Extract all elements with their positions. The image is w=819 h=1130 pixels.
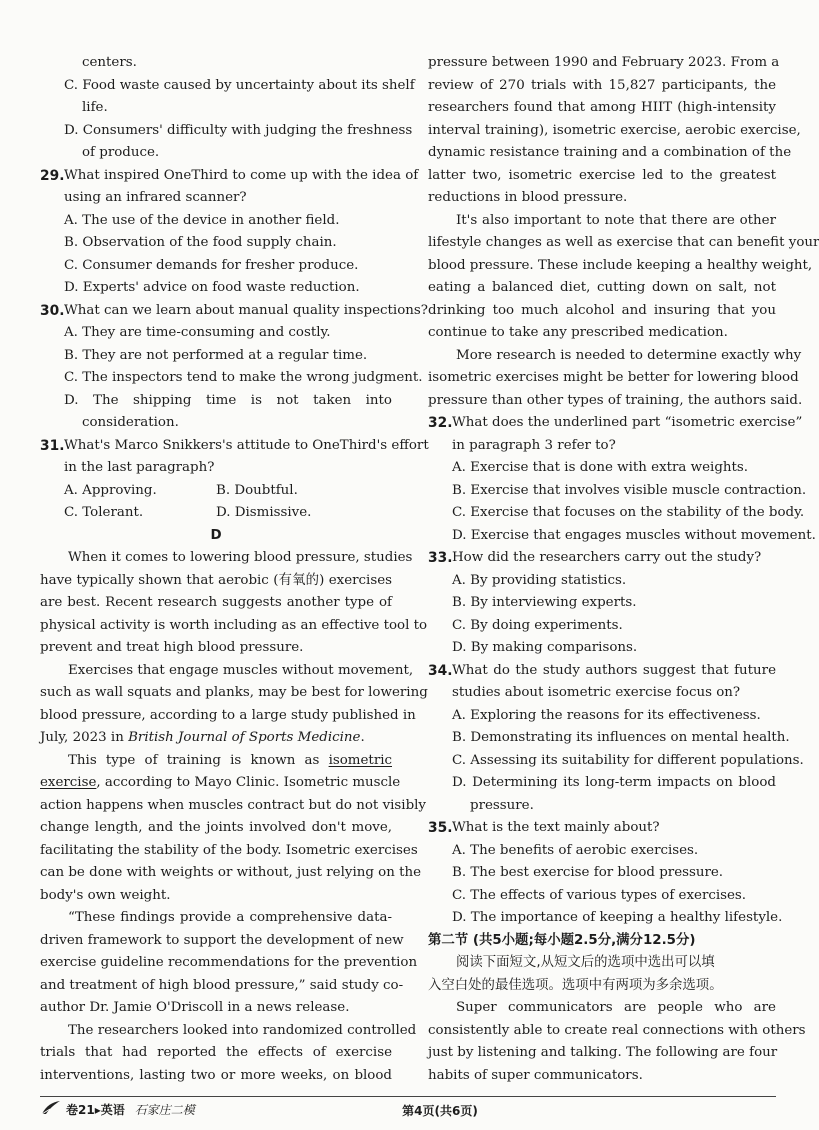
option-b: B. Demonstrating its influences on mental health. — [452, 730, 790, 745]
option-d: D. The importance of keeping a healthy lifestyle. — [452, 910, 783, 925]
text: July, 2023 in — [40, 730, 129, 745]
question-text: using an infrared scanner? — [64, 190, 247, 205]
question-31 — [40, 435, 429, 458]
question-30 — [40, 300, 428, 323]
question-text: in the last paragraph? — [64, 460, 215, 475]
paragraph-line: When it comes to lowering blood pressure, studies — [68, 550, 413, 565]
instructions: 阅读下面短文,从短文后的选项中选出可以填 — [456, 955, 715, 970]
option-d: D. Determining its long-term impacts on blood — [452, 775, 776, 790]
paragraph-line: Super communicators are people who are — [456, 1000, 776, 1015]
paragraph-line: author Dr. Jamie O'Driscoll in a news release. — [40, 1000, 350, 1015]
option-text: pressure. — [470, 797, 534, 813]
option-d-prev: D. Consumers' difficulty with judging the freshness — [64, 122, 413, 138]
paragraph-line: researchers found that among HIIT (high-intensity — [428, 100, 776, 115]
paragraph-line: blood pressure, according to a large study published in — [40, 707, 416, 723]
option-c-prev: C. Food waste caused by uncertainty about its shelf — [64, 77, 415, 93]
option-d: D. By making comparisons. — [452, 640, 638, 655]
underlined-term: isometric — [328, 752, 392, 768]
question-number: 35. — [428, 820, 453, 836]
option-c: C. Consumer demands for fresher produce. — [64, 257, 359, 273]
question-text: What do the study authors suggest that future — [452, 662, 776, 678]
question-text: in paragraph 3 refer to? — [452, 437, 616, 453]
option-text: consideration. — [82, 415, 179, 430]
paragraph-line: can be done with weights or without, just relying on the — [40, 865, 422, 880]
option-text: centers. — [82, 55, 137, 70]
question-35 — [428, 817, 776, 840]
text: . — [360, 730, 365, 745]
option-c: C. Assessing its suitability for different populations. — [452, 752, 804, 768]
paragraph-line: just by listening and talking. The following are four — [428, 1045, 778, 1060]
option-d: D. The shipping time is not taken into — [64, 392, 392, 408]
paragraph-line: change length, and the joints involved don't move, — [40, 820, 392, 835]
option-a: A. Exercise that is done with extra weights. — [452, 460, 749, 475]
option-a: A. Exploring the reasons for its effectiveness. — [452, 707, 761, 723]
paragraph-line: lifestyle changes as well as exercise that can benefit your — [428, 235, 819, 250]
option-c: C. The effects of various types of exercises. — [452, 887, 747, 903]
question-text: What does the underlined part “isometric exercise” — [452, 415, 803, 430]
option-b: B. The best exercise for blood pressure. — [452, 865, 724, 880]
paragraph-line: such as wall squats and planks, may be best for lowering — [40, 685, 428, 700]
question-text: What is the text mainly about? — [452, 820, 660, 835]
question-29 — [40, 165, 419, 188]
page-footer — [40, 1100, 776, 1122]
paragraph-line: It's also important to note that there are other — [456, 212, 776, 228]
volume-label: 卷21▸英语 — [66, 1103, 125, 1117]
paragraph-line: isometric exercises might be better for lowering blood — [428, 370, 799, 385]
paragraph-line: dynamic resistance training and a combination of the — [428, 145, 792, 160]
paragraph-line: latter two, isometric exercise led to the greatest — [428, 167, 776, 183]
question-number: 30. — [40, 302, 65, 319]
option-b: B. They are not performed at a regular time. — [64, 347, 368, 363]
paragraph-line: The researchers looked into randomized controlled — [68, 1022, 417, 1038]
paragraph-line: exercise guideline recommendations for the prevention — [40, 955, 418, 970]
paragraph-line — [40, 750, 392, 773]
section-heading: D — [210, 527, 222, 543]
paragraph-line: driven framework to support the development of new — [40, 932, 404, 948]
question-text: What can we learn about manual quality inspections? — [64, 302, 428, 318]
paragraph-line: continue to take any prescribed medication. — [428, 325, 728, 340]
left-column — [40, 52, 429, 1087]
paragraph-line: action happens when muscles contract but do not visibly — [40, 797, 426, 813]
paragraph-line: trials that had reported the effects of exercise — [40, 1045, 392, 1060]
journal-title: British Journal of Sports Medicine — [128, 730, 361, 745]
paragraph-line: blood pressure. These include keeping a healthy weight, — [428, 257, 813, 273]
option-text: life. — [82, 100, 108, 115]
paragraph-line: reductions in blood pressure. — [428, 190, 628, 205]
instructions: 入空白处的最佳选项。选项中有两项为多余选项。 — [428, 977, 723, 993]
footer-divider — [40, 1096, 776, 1097]
paragraph-line: have typically shown that aerobic (有氧的) exercises — [40, 572, 392, 588]
paragraph-line: are best. Recent research suggests another type of — [40, 595, 392, 610]
question-number: 32. — [428, 415, 453, 431]
option-b: B. By interviewing experts. — [452, 595, 637, 610]
paragraph-line: pressure than other types of training, the authors said. — [428, 392, 803, 408]
underlined-term: exercise — [40, 775, 97, 790]
paragraph-line: interventions, lasting two or more weeks, on blood — [40, 1067, 392, 1083]
paragraph-line: interval training), isometric exercise, aerobic exercise, — [428, 122, 801, 138]
feather-logo-icon — [40, 1100, 62, 1119]
question-33 — [428, 547, 776, 570]
paragraph-line: habits of super communicators. — [428, 1067, 643, 1083]
option-b: B. Observation of the food supply chain. — [64, 235, 337, 250]
footer-label — [40, 1100, 195, 1119]
option-a: A. The benefits of aerobic exercises. — [452, 842, 699, 858]
exam-label: 石家庄二模 — [134, 1103, 195, 1117]
question-text: How did the researchers carry out the study? — [452, 550, 762, 565]
paragraph-line: physical activity is worth including as an effective tool to — [40, 617, 428, 633]
question-number: 33. — [428, 550, 453, 566]
question-number: 29. — [40, 167, 65, 184]
question-text: What's Marco Snikkers's attitude to OneThird's effort — [64, 437, 429, 453]
paragraph-line: review of 270 trials with 15,827 participants, the — [428, 77, 776, 93]
option-d: D. Experts' advice on food waste reduction. — [64, 280, 360, 295]
option-a: A. Approving. — [64, 482, 157, 498]
option-row — [40, 502, 392, 525]
question-number: 31. — [40, 437, 65, 454]
option-b: B. Exercise that involves visible muscle contraction. — [452, 482, 807, 498]
paragraph-line: pressure between 1990 and February 2023. From a — [428, 55, 780, 70]
option-c: C. The inspectors tend to make the wrong judgment. — [64, 370, 423, 385]
question-34 — [428, 660, 776, 683]
paragraph-line: consistently able to create real connections with others — [428, 1022, 806, 1038]
question-text: What inspired OneThird to come up with the idea of — [64, 167, 419, 183]
paragraph-line — [40, 772, 401, 795]
option-a: A. By providing statistics. — [452, 572, 627, 588]
paragraph-line: eating a balanced diet, cutting down on salt, not — [428, 280, 776, 295]
right-column — [428, 52, 819, 1087]
option-text: of produce. — [82, 145, 160, 160]
paragraph-line: More research is needed to determine exactly why — [456, 347, 802, 363]
text: This type of training is known as — [68, 752, 329, 768]
paragraph-line: facilitating the stability of the body. Isometric exercises — [40, 842, 418, 858]
page-number: 第4页(共6页) — [402, 1104, 478, 1118]
option-c: C. Exercise that focuses on the stability of the body. — [452, 505, 805, 520]
question-text: studies about isometric exercise focus on? — [452, 685, 741, 700]
option-a: A. The use of the device in another field. — [64, 212, 340, 228]
paragraph-line: prevent and treat high blood pressure. — [40, 640, 304, 655]
option-a: A. They are time-consuming and costly. — [64, 325, 331, 340]
text: , according to Mayo Clinic. Isometric muscle — [96, 775, 401, 790]
question-number: 34. — [428, 662, 453, 679]
option-d: D. Dismissive. — [216, 505, 312, 520]
option-row — [40, 480, 392, 503]
paragraph-line: body's own weight. — [40, 887, 171, 903]
paragraph-line: and treatment of high blood pressure,” said study co- — [40, 977, 404, 993]
option-c: C. Tolerant. — [64, 505, 144, 520]
paragraph-line: drinking too much alcohol and insuring that you — [428, 302, 776, 318]
option-c: C. By doing experiments. — [452, 617, 623, 633]
question-32 — [428, 412, 803, 435]
paragraph-line — [40, 727, 392, 750]
option-d: D. Exercise that engages muscles without movement. — [452, 527, 816, 543]
section-2-title: 第二节 (共5小题;每小题2.5分,满分12.5分) — [428, 932, 696, 948]
option-b: B. Doubtful. — [216, 482, 298, 498]
paragraph-line: Exercises that engage muscles without movement, — [68, 662, 414, 678]
paragraph-line: “These findings provide a comprehensive data- — [68, 910, 392, 925]
